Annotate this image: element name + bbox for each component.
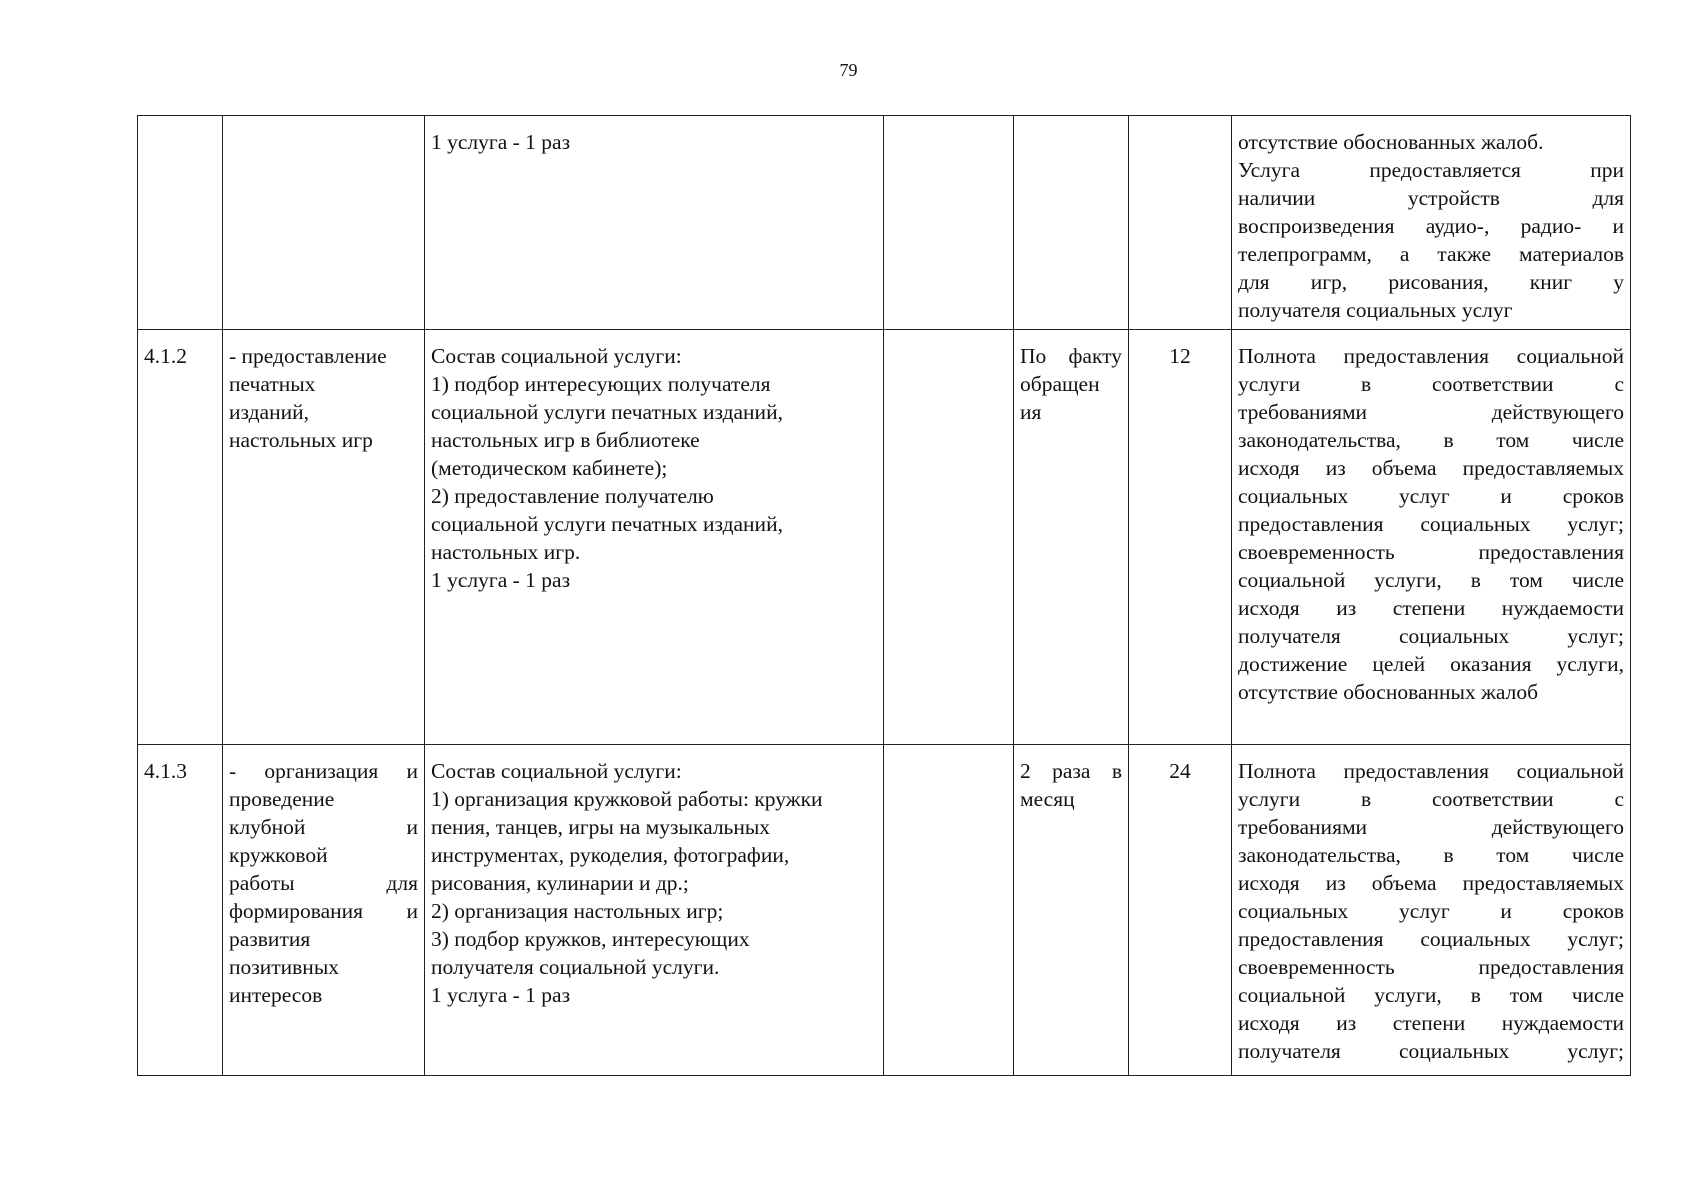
text-line: получателя социальной услуги. xyxy=(431,955,720,979)
cell-empty xyxy=(884,745,1014,1076)
text-line: получателя социальных услуг xyxy=(1238,298,1513,322)
cell-service-name xyxy=(223,745,425,1076)
text-line: исходя из объема предоставляемых xyxy=(1238,456,1624,480)
cell-quality-criteria xyxy=(1232,330,1631,745)
text-line: изданий, xyxy=(229,400,309,424)
cell-quality-criteria xyxy=(1232,116,1631,330)
text-line: социальной услуги печатных изданий, xyxy=(431,512,783,536)
cell-points: 12 xyxy=(1129,330,1232,745)
text-line: своевременность предоставления xyxy=(1238,955,1624,979)
text-line: развития xyxy=(229,927,311,951)
text-line: настольных игр. xyxy=(431,540,581,564)
cell-service-name xyxy=(223,330,425,745)
text-line: рисования, кулинарии и др.; xyxy=(431,871,689,895)
text-line: своевременность предоставления xyxy=(1238,540,1624,564)
text-line: 3) подбор кружков, интересующих xyxy=(431,927,750,951)
cell-code: 4.1.2 xyxy=(138,330,223,745)
text-line: социальных услуг и сроков xyxy=(1238,484,1624,508)
text-line: отсутствие обоснованных жалоб xyxy=(1238,680,1539,704)
text-line: 1) организация кружковой работы: кружки xyxy=(431,787,823,811)
text-line: Услуга предоставляется при xyxy=(1238,158,1624,182)
text-line: требованиями действующего xyxy=(1238,815,1624,839)
table-row xyxy=(138,745,1631,1076)
text-line: 1 услуга - 1 раз xyxy=(431,130,571,154)
text-line: 1) подбор интересующих получателя xyxy=(431,372,771,396)
text-line: настольных игр xyxy=(229,428,373,452)
text-line: ия xyxy=(1020,400,1042,424)
services-table xyxy=(137,115,1631,1076)
text-line: месяц xyxy=(1020,787,1075,811)
text-line: требованиями действующего xyxy=(1238,400,1624,424)
text-line: телепрограмм, а также материалов xyxy=(1238,242,1624,266)
cell-service-content xyxy=(425,745,884,1076)
text-line: клубной и xyxy=(229,815,418,839)
cell-empty xyxy=(884,116,1014,330)
cell-service-name xyxy=(223,116,425,330)
text-line: услуги в соответствии с xyxy=(1238,372,1624,396)
text-line: достижение целей оказания услуги, xyxy=(1238,652,1624,676)
cell-points xyxy=(1129,116,1232,330)
text-line: позитивных xyxy=(229,955,340,979)
text-line: проведение xyxy=(229,787,335,811)
text-line: социальной услуги печатных изданий, xyxy=(431,400,783,424)
text-line: получателя социальных услуг; xyxy=(1238,1039,1624,1063)
cell-points: 24 xyxy=(1129,745,1232,1076)
text-line: законодательства, в том числе xyxy=(1238,843,1624,867)
text-line: Состав социальной услуги: xyxy=(431,759,682,783)
text-line: услуги в соответствии с xyxy=(1238,787,1624,811)
text-line: печатных xyxy=(229,372,316,396)
text-line: Полнота предоставления социальной xyxy=(1238,759,1624,783)
text-line: - предоставление xyxy=(229,344,387,368)
cell-code xyxy=(138,116,223,330)
text-line: исходя из степени нуждаемости xyxy=(1238,596,1624,620)
text-line: 2) предоставление получателю xyxy=(431,484,714,508)
cell-service-content xyxy=(425,330,884,745)
text-line: законодательства, в том числе xyxy=(1238,428,1624,452)
text-line: отсутствие обоснованных жалоб. xyxy=(1238,130,1544,154)
text-line: интересов xyxy=(229,983,323,1007)
text-line: 1 услуга - 1 раз xyxy=(431,983,571,1007)
text-line: социальных услуг и сроков xyxy=(1238,899,1624,923)
text-line: социальной услуги, в том числе xyxy=(1238,568,1624,592)
text-line: 1 услуга - 1 раз xyxy=(431,568,571,592)
text-line: инструментах, рукоделия, фотографии, xyxy=(431,843,790,867)
cell-empty xyxy=(884,330,1014,745)
cell-periodicity xyxy=(1014,745,1129,1076)
text-line: воспроизведения аудио-, радио- и xyxy=(1238,214,1624,238)
table-row xyxy=(138,330,1631,745)
text-line: для игр, рисования, книг у xyxy=(1238,270,1624,294)
text-line: социальной услуги, в том числе xyxy=(1238,983,1624,1007)
cell-code: 4.1.3 xyxy=(138,745,223,1076)
text-line: (методическом кабинете); xyxy=(431,456,668,480)
cell-periodicity xyxy=(1014,116,1129,330)
cell-service-content xyxy=(425,116,884,330)
text-line: предоставления социальных услуг; xyxy=(1238,927,1624,951)
text-line: наличии устройств для xyxy=(1238,186,1624,210)
cell-quality-criteria xyxy=(1232,745,1631,1076)
text-line: Состав социальной услуги: xyxy=(431,344,682,368)
text-line: получателя социальных услуг; xyxy=(1238,624,1624,648)
text-line: предоставления социальных услуг; xyxy=(1238,512,1624,536)
text-line: 2) организация настольных игр; xyxy=(431,899,724,923)
cell-periodicity xyxy=(1014,330,1129,745)
text-line: 2 раза в xyxy=(1020,759,1122,783)
page-number: 79 xyxy=(839,60,858,80)
text-line: Полнота предоставления социальной xyxy=(1238,344,1624,368)
text-line: настольных игр в библиотеке xyxy=(431,428,700,452)
text-line: - организация и xyxy=(229,759,418,783)
text-line: работы для xyxy=(229,871,418,895)
text-line: пения, танцев, игры на музыкальных xyxy=(431,815,771,839)
text-line: кружковой xyxy=(229,843,328,867)
text-line: обращен xyxy=(1020,372,1100,396)
text-line: По факту xyxy=(1020,344,1122,368)
text-line: исходя из степени нуждаемости xyxy=(1238,1011,1624,1035)
text-line: формирования и xyxy=(229,899,418,923)
text-line: исходя из объема предоставляемых xyxy=(1238,871,1624,895)
table-row xyxy=(138,116,1631,330)
